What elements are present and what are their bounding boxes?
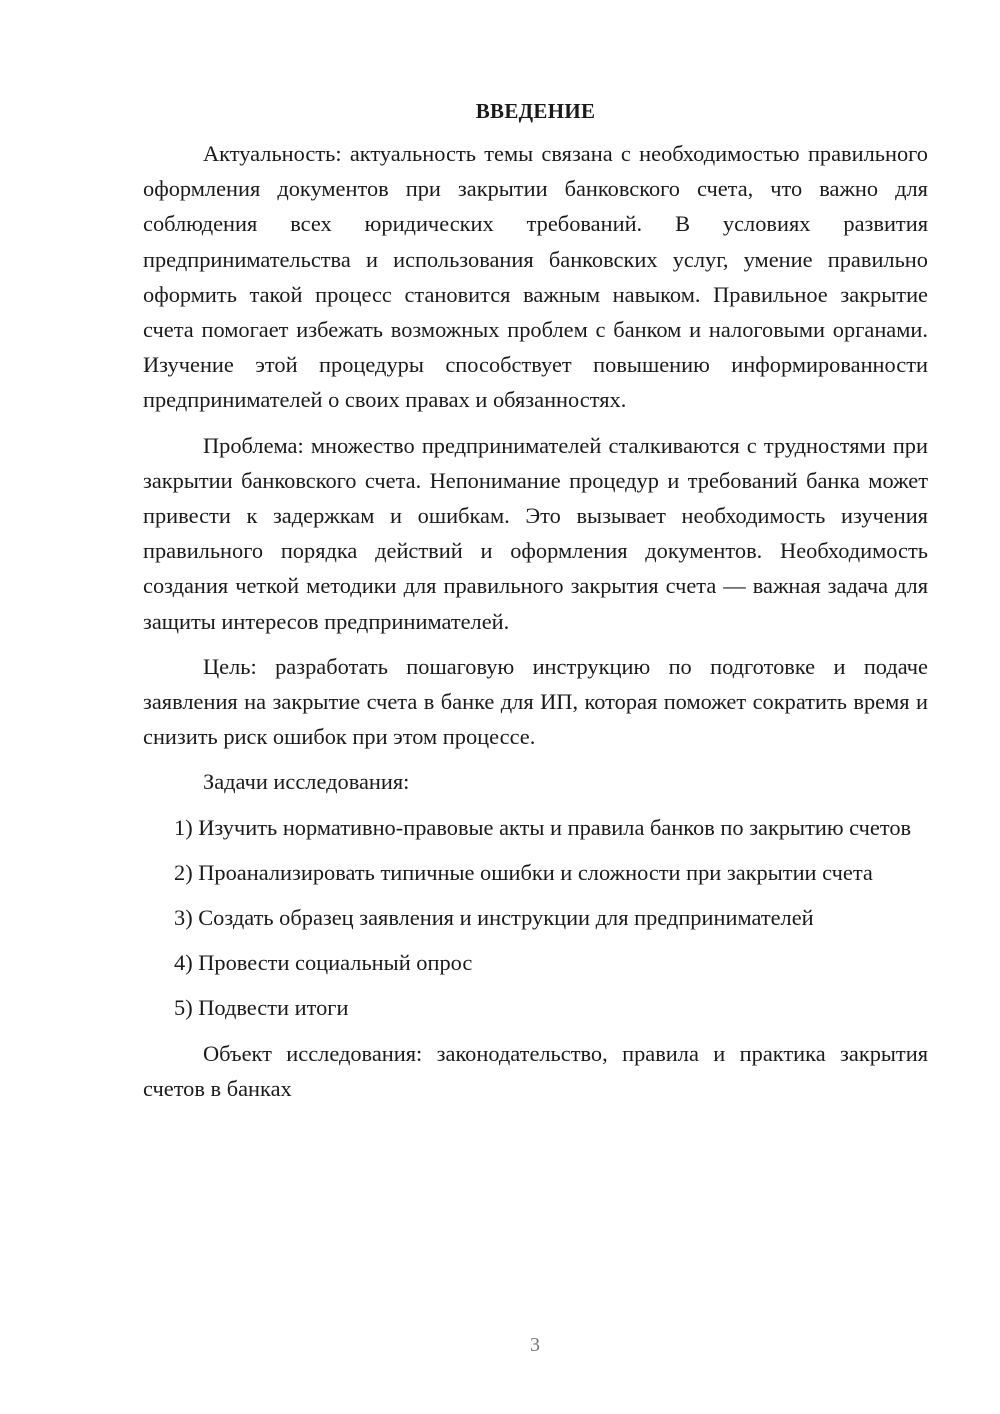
page-title: ВВЕДЕНИЕ [475, 99, 596, 123]
relevance-paragraph: Актуальность: актуальность темы связана с необходимостью правильного оформления документов при закрытии банковского счета, что важно для соблюдения всех юридических требований. В условиях развития предпринимательства и использования банковских услуг, умение правильно оформить такой процесс становится важным навыком. Правильное закрытие счета помогает избежать возможных проблем с банком и налоговыми органами. Изучение этой процедуры способствует повышению информированности предпринимателей о своих правах и обязанностях. [143, 141, 928, 413]
problem-paragraph: Проблема: множество предпринимателей сталкиваются с трудностями при закрытии банковского счета. Непонимание процедур и требований банка может привести к задержкам и ошибкам. Это вызывает необходимость изучения правильного порядка действий и оформления документов. Необходимость создания четкой методики для правильного закрытия счета — важная задача для защиты интересов предпринимателей. [143, 432, 928, 634]
object-paragraph: Объект исследования: законодательство, правила и практика закрытия счетов в банках [143, 1040, 928, 1101]
page-content [143, 96, 928, 1106]
task-item-1: 1) Изучить нормативно-правовые акты и правила банков по закрытию счетов [174, 814, 912, 840]
task-item-2: 2) Проанализировать типичные ошибки и сложности при закрытии счета [174, 859, 873, 885]
task-item-4: 4) Провести социальный опрос [174, 950, 473, 976]
goal-paragraph: Цель: разработать пошаговую инструкцию по подготовке и подаче заявления на закрытие счета в банке для ИП, которая поможет сократить время и снизить риск ошибок при этом процессе. [143, 653, 928, 750]
tasks-heading: Задачи исследования: [203, 769, 410, 795]
page-number: 3 [530, 1334, 540, 1356]
task-item-3: 3) Создать образец заявления и инструкции для предпринимателей [174, 905, 814, 931]
task-item-5: 5) Подвести итоги [174, 995, 349, 1021]
